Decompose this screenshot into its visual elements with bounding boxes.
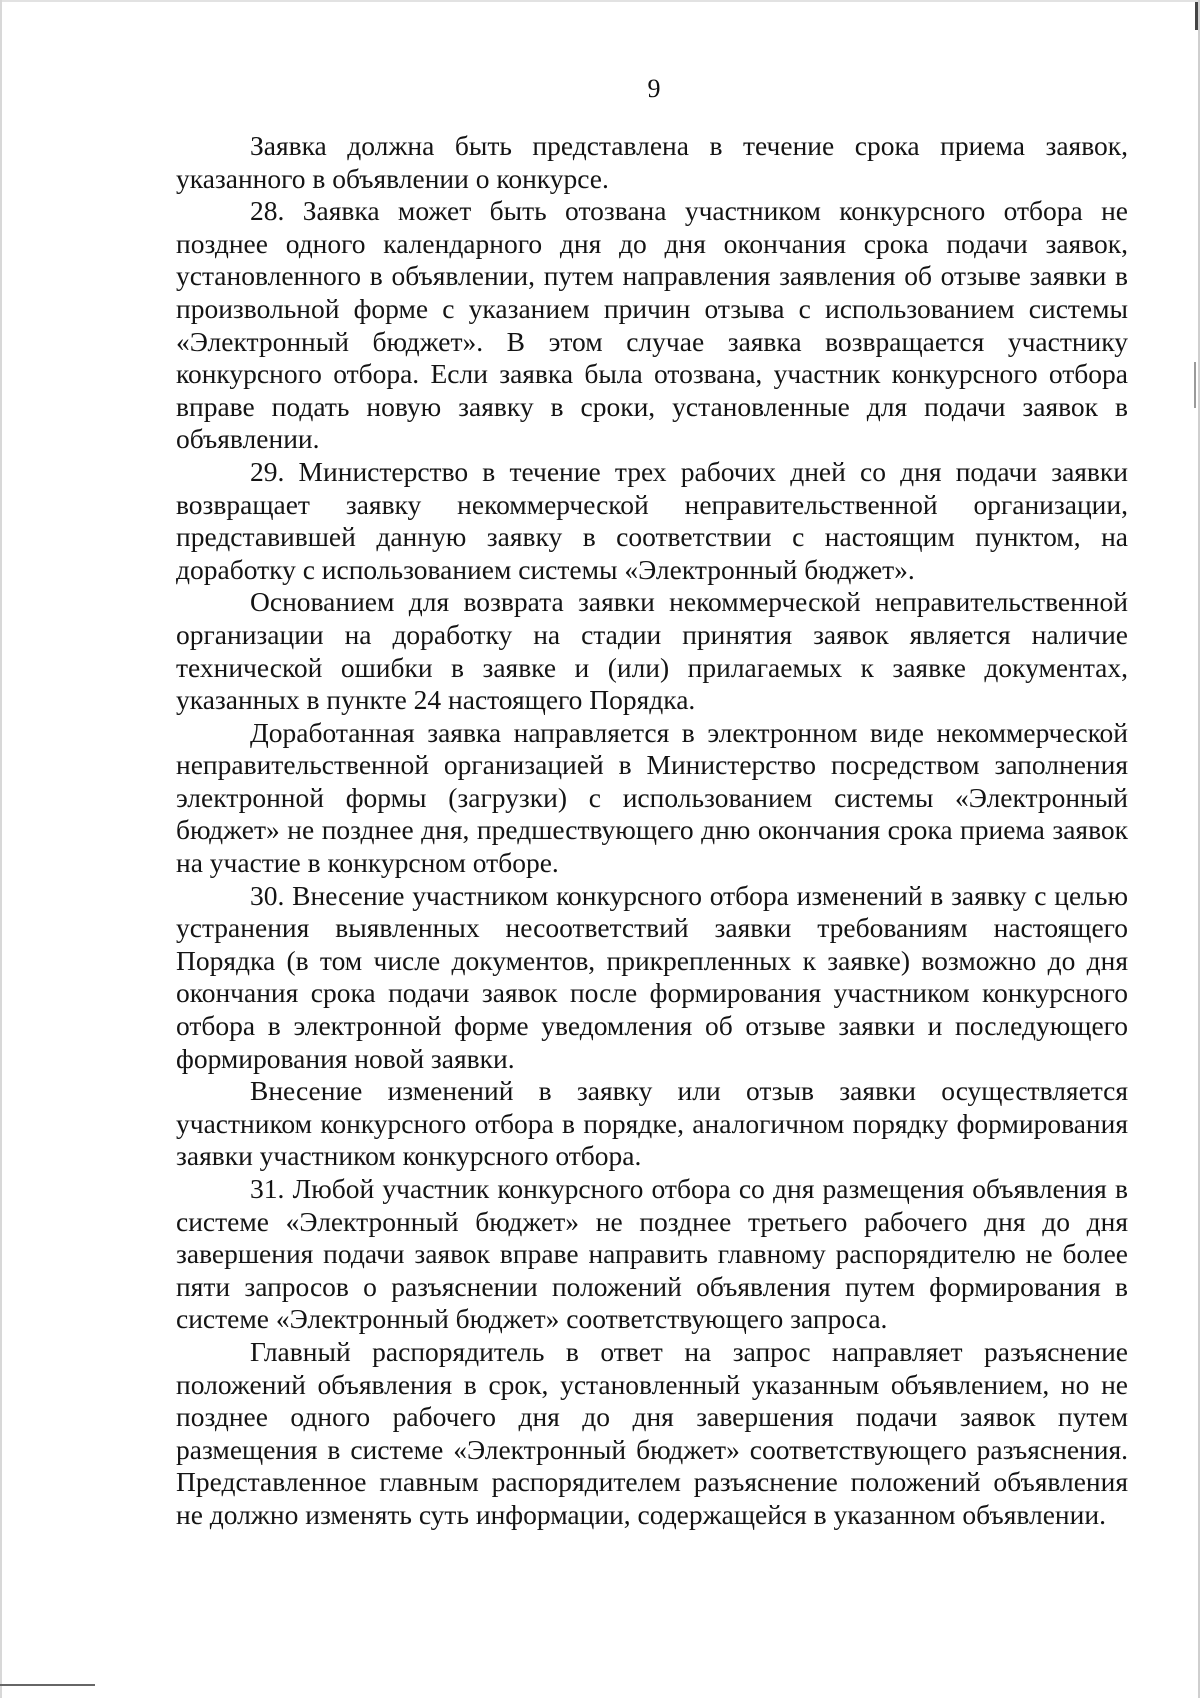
scan-mark (1194, 362, 1196, 408)
scan-mark (1195, 2, 1198, 30)
paragraph: Заявка должна быть представлена в течение срока приема заявок, указанного в объявлении о конкурсе. (176, 130, 1128, 194)
paragraph: Главный распорядитель в ответ на запрос направляет разъяснение положений объявления в срок, установленный указанным объявлением, но не позднее одного рабочего дня до дня завершения подачи заявок путем размещения в системе «Электронный бюджет» соответствующего разъяснения. Представленное главным распорядителем разъяснение положений объявления не должно изменять суть информации, содержащейся в указанном объявлении. (176, 1335, 1128, 1530)
page-number: 9 (647, 74, 661, 103)
paragraph: Основанием для возврата заявки некоммерческой неправительственной организации на доработку на стадии принятия заявок является наличие технической ошибки в заявке и (или) прилагаемых к заявке документах, указанных в пункте 24 настоящего Порядка. (176, 586, 1128, 716)
paragraph: Доработанная заявка направляется в электронном виде некоммерческой неправительственной организацией в Министерство посредством заполнения электронной формы (загрузки) с использованием системы «Электронный бюджет» не позднее дня, предшествующего дню окончания срока приема заявок на участие в конкурсном отборе. (176, 716, 1128, 879)
paragraph: 28. Заявка может быть отозвана участником конкурсного отбора не позднее одного календарного дня до дня окончания срока подачи заявок, установленного в объявлении, путем направления заявления об отзыве заявки в произвольной форме с указанием причин отзыва с использованием системы «Электронный бюджет». В этом случае заявка возвращается участнику конкурсного отбора. Если заявка была отозвана, участник конкурсного отбора вправе подать новую заявку в сроки, установленные для подачи заявок в объявлении. (176, 195, 1128, 455)
paragraph: 31. Любой участник конкурсного отбора со дня размещения объявления в системе «Электронный бюджет» не позднее третьего рабочего дня до дня завершения подачи заявок вправе направить главному распорядителю не более пяти запросов о разъяснении положений объявления путем формирования в системе «Электронный бюджет» соответствующего запроса. (176, 1173, 1128, 1335)
scan-edge-top (0, 0, 1200, 2)
paragraph: 30. Внесение участником конкурсного отбора изменений в заявку с целью устранения выявленных несоответствий заявки требованиям настоящего Порядка (в том числе документов, прикрепленных к заявке) возможно до дня окончания срока подачи заявок после формирования участником конкурсного отбора в электронной форме уведомления об отзыве заявки и последующего формирования новой заявки. (176, 879, 1128, 1074)
paragraph: Внесение изменений в заявку или отзыв заявки осуществляется участником конкурсного отбора в порядке, аналогичном порядку формирования заявки участником конкурсного отбора. (176, 1075, 1128, 1172)
document-body (176, 130, 1128, 1532)
scan-mark (0, 1684, 95, 1686)
scan-edge-left (0, 0, 2, 1698)
paragraph: 29. Министерство в течение трех рабочих дней со дня подачи заявки возвращает заявку некоммерческой неправительственной организации, представившей данную заявку в соответствии с настоящим пунктом, на доработку с использованием системы «Электронный бюджет». (176, 455, 1128, 585)
